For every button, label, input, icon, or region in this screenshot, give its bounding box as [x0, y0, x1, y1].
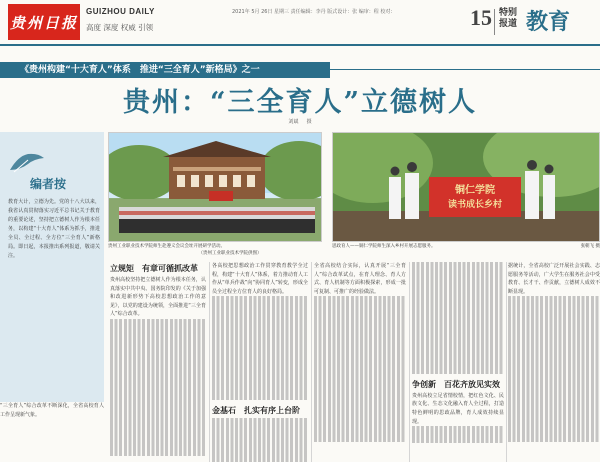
photo-zunyi-meeting-site	[108, 132, 322, 242]
issue-meta: 2021年 5月 26日 星期三 责任编辑：李丹 版式设计：张 编审：程 校对：	[232, 9, 396, 15]
special-report-label: 特别报道	[499, 8, 518, 29]
column-divider	[409, 262, 410, 462]
logo-slogan: 高度 深度 权威 引领	[86, 23, 154, 32]
column-divider	[209, 262, 210, 462]
headline: 贵州：“三全育人”立德树人	[122, 87, 478, 118]
banner-text-1: 铜仁学院	[455, 185, 495, 196]
photo2-caption	[332, 244, 600, 250]
masthead	[0, 0, 600, 50]
editor-note-tail	[0, 402, 104, 462]
photo2-caption-text: 思政育人——铜仁学院师生深入乡村开展志愿服务。	[332, 244, 436, 249]
volunteer-banner	[429, 177, 521, 217]
editor-note-title: 编者按	[30, 177, 67, 191]
byline: 刘斌 摄	[288, 119, 312, 125]
column-3-text: 全省高校结合实际，认真开展“三全育人”综合改革试点，在育人理念、育人方式、育人机制等方面积极探索，形成一批可复制、可推广的经验做法。	[314, 263, 406, 295]
section-title: 教育	[526, 9, 571, 35]
photo1-caption: 贵州工业职业技术学院师生赴遵义会议会址开展研学活动。	[108, 244, 225, 249]
note-tail-text: “三全育人”综合改革不断深化，全省高校育人工作呈现新气象。	[0, 403, 104, 418]
article-column-2	[212, 262, 308, 462]
subtitle-rule	[330, 69, 600, 70]
editor-note-text: 教育大计，立德为先。党的十八大以来，我省认真贯彻落实习近平总书记关于教育的重要论述，坚持把立德树人作为根本任务，以构建“十大育人”体系为抓手，推进全员、全过程、全方位“三全育人”新格局。即日起，本报推出系列报道，敬请关注。	[8, 199, 100, 259]
masthead-divider	[494, 9, 495, 35]
article-column-1	[110, 262, 206, 462]
middle-subheading: 金基石 扎实有序上台阶	[212, 404, 300, 415]
column-4-text: 贵州高校立足省情校情，把红色文化、民族文化、生态文化融入育人全过程，打造特色鲜明的思政品牌，育人成效持续显现。	[412, 392, 504, 425]
masthead-rule	[0, 44, 600, 46]
crowd	[119, 207, 315, 233]
column-divider	[311, 262, 312, 462]
column-1-heading: 立规矩 有章可循抓改革	[110, 263, 198, 273]
banner-text-2: 读书成长乡村	[447, 200, 503, 210]
article-column-3	[314, 262, 406, 462]
photo1-illustration	[109, 133, 322, 242]
logo-english: GUIZHOU DAILY	[86, 7, 155, 16]
column-2-text: 各高校把思想政治工作贯穿教育教学全过程，构建“十大育人”体系，着力推动育人工作从“单兵作战”向“协同育人”转变，形成全员全过程全方位育人的良好格局。	[212, 263, 308, 295]
photo2-illustration	[333, 133, 600, 242]
column-4-heading: 争创新 百花齐放见实效	[412, 378, 500, 389]
column-1-text: 贵州高校坚持把立德树人作为根本任务，认真落实中共中央、国务院印发的《关于加强和改进新形势下高校思想政治工作的意见》，以党的建设为统领，全面推进“三全育人”综合改革。	[110, 277, 206, 318]
pen-nib-icon	[8, 150, 46, 174]
page-number: 15	[470, 5, 492, 30]
photo1-caption-source: （贵州工业职业技术学院供图）	[198, 251, 262, 256]
photo2-photographer: 张朝飞 摄	[580, 244, 600, 249]
photo-volunteer-service	[332, 132, 600, 242]
article-column-5	[508, 262, 600, 462]
column-5-text: 据统计，全省高校广泛开展社会实践、志愿服务等活动，广大学生在服务社会中受教育、长才干、作贡献，立德树人成效不断显现。	[508, 263, 600, 295]
article-column-4	[412, 262, 504, 462]
series-subtitle: 《贵州构建“十大育人”体系 推进“三全育人”新格局》之一	[0, 62, 330, 78]
newspaper-logo: 贵州日报	[8, 4, 80, 40]
column-divider	[506, 262, 507, 462]
